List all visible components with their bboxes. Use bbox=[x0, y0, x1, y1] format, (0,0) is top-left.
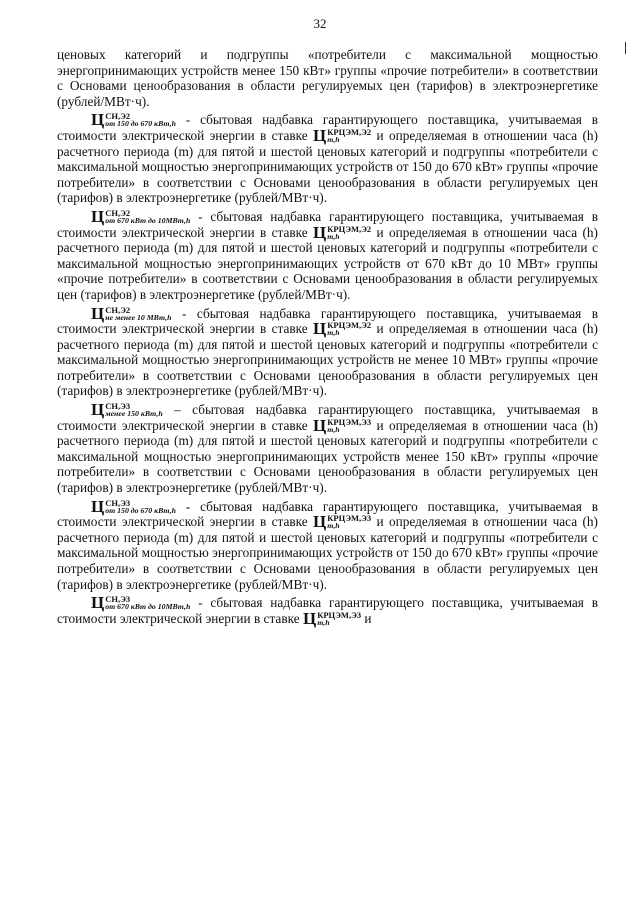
definition-item bbox=[57, 206, 598, 303]
formula-symbol: Ц СН,Э3 от 670 кВт до 10МВт,h bbox=[91, 593, 191, 613]
definition-item bbox=[57, 402, 598, 496]
page-number: 32 bbox=[313, 16, 327, 31]
definition-item bbox=[57, 112, 598, 206]
rate-symbol: Ц КРЦЭМ,Э3 m,h bbox=[313, 415, 372, 435]
rate-symbol: Ц КРЦЭМ,Э3 m,h bbox=[313, 512, 372, 532]
definition-tail: и определяемая в отношении часа (h) расчетного периода (m) для пятой и шестой ценовых категорий и подгруппы «потребители с максимальной мощностью энергопринимающих устройств от 150 до 670 кВт» группы «прочие потребители» в соответствии с Основами ценообразования в области регулируемых цен (тарифов) в электроэнергетике (рублей/МВт·ч). bbox=[57, 127, 598, 206]
rate-symbol: Ц КРЦЭМ,Э2 m,h bbox=[313, 125, 372, 145]
item-head bbox=[57, 496, 176, 516]
definition-lead: - сбытовая надбавка гарантирующего поставщика, учитываемая в стоимости электрической энергии в ставке bbox=[57, 595, 598, 626]
definition-tail: и определяемая в отношении часа (h) расчетного периода (m) для пятой и шестой ценовых категорий и подгруппы «потребители с максимальной мощностью энергопринимающих устройств не менее 10 МВт» группы «прочие потребители» в соответствии с Основами ценообразования в области регулируемых цен (тарифов) в электроэнергетике (рублей/МВт·ч). bbox=[57, 321, 598, 399]
definition-item bbox=[57, 595, 598, 626]
formula-symbol: Ц СН,Э3 менее 150 кВт,h bbox=[91, 400, 163, 420]
rate-symbol: Ц КРЦЭМ,Э2 m,h bbox=[313, 222, 372, 242]
item-head bbox=[57, 110, 176, 130]
definition-lead: – сбытовая надбавка гарантирующего поставщика, учитываемая в стоимости электрической энергии в ставке bbox=[57, 402, 598, 433]
definition-lead: - сбытовая надбавка гарантирующего поставщика, учитываемая в стоимости электрической энергии в ставке bbox=[57, 498, 598, 530]
margin-mark bbox=[625, 42, 626, 54]
item-head bbox=[57, 400, 163, 420]
definition-lead: - сбытовая надбавка гарантирующего поставщика, учитываемая в стоимости электрической энергии в ставке bbox=[57, 305, 598, 337]
formula-symbol: Ц СН,Э2 от 670 кВт до 10МВт,h bbox=[91, 206, 191, 226]
definition-lead: - сбытовая надбавка гарантирующего поставщика, учитываемая в стоимости электрической энергии в ставке bbox=[57, 112, 598, 143]
intro-paragraph: ценовых категорий и подгруппы «потребители с максимальной мощностью энергопринимающих устройств менее 150 кВт» группы «прочие потребители» в соответствии с Основами ценообразования в области регулируемых цен (тарифов) в электроэнергетике (рублей/МВт·ч). bbox=[57, 47, 598, 109]
rate-symbol: Ц КРЦЭМ,Э2 m,h bbox=[313, 319, 372, 339]
definition-tail: и определяемая в отношении часа (h) расчетного периода (m) для пятой и шестой ценовых категорий и подгруппы «потребители с максимальной мощностью энергопринимающих устройств от 150 до 670 кВт» группы «прочие потребители» в соответствии с Основами ценообразования в области регулируемых цен (тарифов) в электроэнергетике (рублей/МВт·ч). bbox=[57, 514, 598, 592]
definition-lead: - сбытовая надбавка гарантирующего поставщика, учитываемая в стоимости электрической энергии в ставке bbox=[57, 208, 598, 240]
document-body bbox=[57, 47, 598, 626]
definition-item bbox=[57, 496, 598, 593]
definition-tail: и определяемая в отношении часа (h) расчетного периода (m) для пятой и шестой ценовых категорий и подгруппы «потребители с максимальной мощностью энергопринимающих устройств менее 150 кВт» группы «прочие потребители» в соответствии с Основами ценообразования в области регулируемых цен (тарифов) в электроэнергетике (рублей/МВт·ч). bbox=[57, 417, 598, 496]
formula-symbol: Ц СН,Э2 не менее 10 МВт,h bbox=[91, 303, 172, 323]
item-head bbox=[57, 303, 172, 323]
definition-tail: и определяемая в отношении часа (h) расчетного периода (m) для пятой и шестой ценовых категорий и подгруппы «потребители с максимальной мощностью энергопринимающих устройств от 670 кВт до 10 МВт» группы «прочие потребители» в соответствии с Основами ценообразования в области регулируемых цен (тарифов) в электроэнергетике (рублей/МВт·ч). bbox=[57, 224, 598, 302]
item-head bbox=[57, 206, 191, 226]
formula-symbol: Ц СН,Э3 от 150 до 670 кВт,h bbox=[91, 496, 176, 516]
rate-symbol: Ц КРЦЭМ,Э3 m,h bbox=[302, 608, 362, 628]
definition-tail: и bbox=[361, 610, 372, 626]
formula-symbol: Ц СН,Э2 от 150 до 670 кВт,h bbox=[91, 110, 176, 130]
definition-item bbox=[57, 303, 598, 400]
item-head bbox=[57, 593, 191, 613]
